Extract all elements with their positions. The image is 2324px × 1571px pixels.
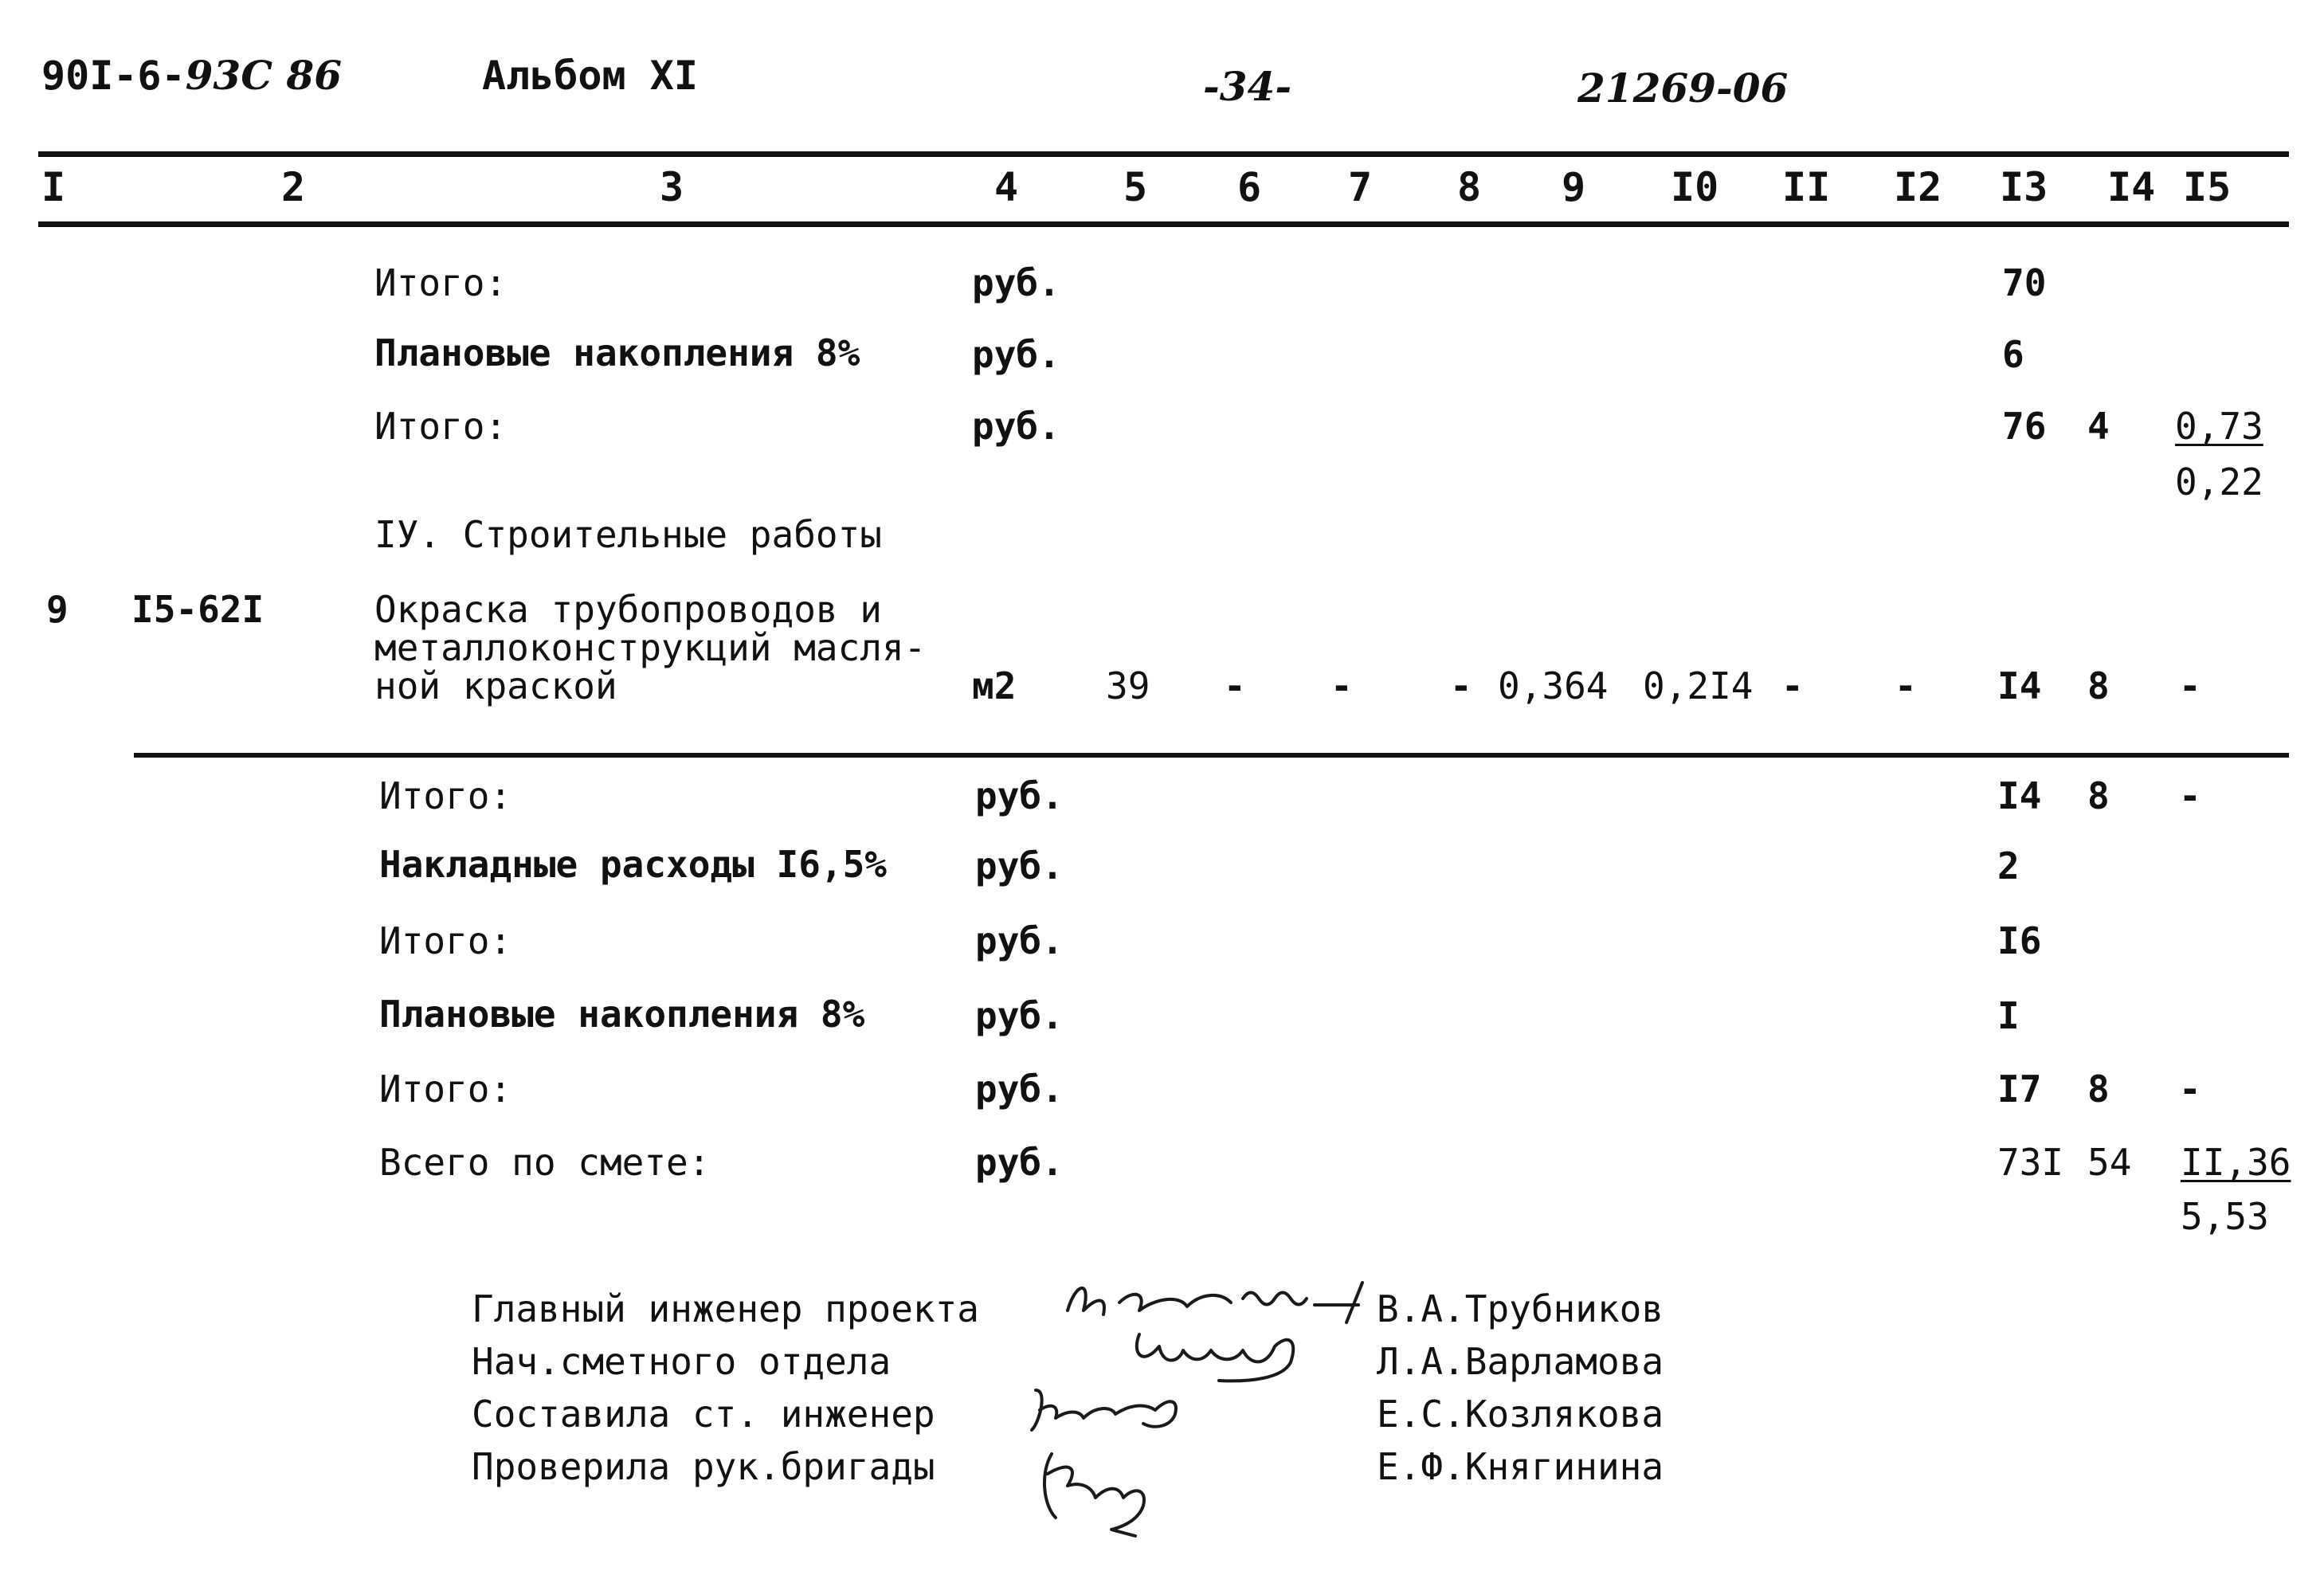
row-label: Итого: bbox=[374, 261, 508, 304]
header-bottom-rule bbox=[38, 221, 2289, 227]
column-header: 8 bbox=[1457, 164, 1482, 210]
page-number: -34- bbox=[1203, 63, 1292, 110]
row-unit: руб. bbox=[975, 774, 1064, 817]
signatory-name: Л.А.Варламова bbox=[1377, 1340, 1664, 1383]
row-label: Итого: bbox=[379, 774, 512, 817]
row-col15-top: II,36 bbox=[2181, 1141, 2291, 1184]
handwritten-signature-4 bbox=[1032, 1442, 1175, 1538]
document-code-handwritten: 93С 86 bbox=[185, 52, 342, 99]
column-header: 9 bbox=[1562, 164, 1586, 210]
item-col15: - bbox=[2179, 664, 2201, 707]
row-col15-bottom: 0,22 bbox=[2175, 460, 2263, 503]
column-header: I0 bbox=[1671, 164, 1719, 210]
row-unit: руб. bbox=[975, 1141, 1064, 1184]
item-col10: 0,2I4 bbox=[1643, 664, 1754, 707]
row-col15-top: - bbox=[2179, 1068, 2201, 1111]
column-header: 7 bbox=[1348, 164, 1373, 210]
document-code bbox=[41, 52, 342, 99]
signatory-name: В.А.Трубников bbox=[1377, 1287, 1664, 1330]
row-col14: 8 bbox=[2087, 1068, 2110, 1111]
row-label: Итого: bbox=[379, 1068, 512, 1111]
item-col8: - bbox=[1450, 664, 1472, 707]
item-col11: - bbox=[1781, 664, 1804, 707]
row-col13: I bbox=[1997, 994, 2020, 1037]
signatory-role: Проверила рук.бригады bbox=[472, 1445, 935, 1488]
row-label: Всего по смете: bbox=[379, 1141, 711, 1184]
item-col9: 0,364 bbox=[1498, 664, 1609, 707]
column-header: I5 bbox=[2183, 164, 2232, 210]
item-code: I5-62I bbox=[131, 588, 265, 631]
row-unit: руб. bbox=[972, 333, 1060, 376]
row-unit: руб. bbox=[975, 1068, 1064, 1111]
signatory-name: Е.С.Козлякова bbox=[1377, 1393, 1664, 1436]
column-header: I2 bbox=[1894, 164, 1942, 210]
handwritten-signature-3 bbox=[1024, 1374, 1207, 1438]
reference-number: 21269-06 bbox=[1577, 65, 1789, 112]
row-col13: 76 bbox=[2002, 405, 2047, 448]
column-header: I4 bbox=[2107, 164, 2156, 210]
item-description-line: Окраска трубопроводов и bbox=[374, 588, 882, 631]
row-col15-top: - bbox=[2179, 774, 2201, 817]
row-col13: I6 bbox=[1997, 919, 2042, 962]
row-col13: I4 bbox=[1997, 774, 2042, 817]
row-col13: 6 bbox=[2002, 333, 2024, 376]
item-col14: 8 bbox=[2087, 664, 2110, 707]
row-label: Плановые накопления 8% bbox=[379, 993, 865, 1036]
column-header: 4 bbox=[994, 164, 1019, 210]
row-unit: руб. bbox=[972, 405, 1060, 448]
row-col14: 4 bbox=[2087, 405, 2110, 448]
row-col13: 2 bbox=[1997, 844, 2020, 887]
column-header: II bbox=[1782, 164, 1831, 210]
item-description-line: металлоконструкций масля- bbox=[374, 626, 927, 669]
item-unit: м2 bbox=[972, 664, 1017, 707]
row-unit: руб. bbox=[975, 919, 1064, 962]
item-number: 9 bbox=[46, 588, 69, 631]
row-col14: 54 bbox=[2087, 1141, 2132, 1184]
row-unit: руб. bbox=[975, 844, 1064, 887]
row-label: Плановые накопления 8% bbox=[374, 331, 860, 374]
signatory-role: Составила ст. инженер bbox=[472, 1393, 935, 1436]
column-header: 3 bbox=[660, 164, 684, 210]
row-col13: I7 bbox=[1997, 1068, 2042, 1111]
signatory-name: Е.Ф.Княгинина bbox=[1377, 1445, 1664, 1488]
row-unit: руб. bbox=[972, 261, 1060, 304]
column-header: I3 bbox=[2000, 164, 2048, 210]
column-header: 6 bbox=[1237, 164, 1262, 210]
column-header: I bbox=[41, 164, 66, 210]
row-col13: 70 bbox=[2002, 261, 2047, 304]
signatory-role: Главный инженер проекта bbox=[472, 1287, 979, 1330]
item-col12: - bbox=[1895, 664, 1917, 707]
item-col7: - bbox=[1331, 664, 1353, 707]
item-col13: I4 bbox=[1997, 664, 2042, 707]
signatory-role: Нач.сметного отдела bbox=[472, 1340, 892, 1383]
header-top-rule bbox=[38, 151, 2289, 157]
row-col14: 8 bbox=[2087, 774, 2110, 817]
row-unit: руб. bbox=[975, 994, 1064, 1037]
column-header: 2 bbox=[281, 164, 306, 210]
section-divider bbox=[134, 753, 2289, 758]
album-label: Альбом XI bbox=[482, 53, 698, 99]
item-col5: 39 bbox=[1106, 664, 1150, 707]
column-header: 5 bbox=[1123, 164, 1148, 210]
row-col13: 73I bbox=[1997, 1141, 2064, 1184]
section-title: IУ. Строительные работы bbox=[374, 513, 882, 556]
row-col15-bottom: 5,53 bbox=[2181, 1195, 2269, 1238]
item-col6: - bbox=[1224, 664, 1246, 707]
row-label: Накладные расходы I6,5% bbox=[379, 843, 887, 886]
item-description-line: ной краской bbox=[374, 664, 617, 707]
document-code-printed: 90I-6- bbox=[41, 53, 186, 99]
row-label: Итого: bbox=[379, 919, 512, 962]
row-col15-top: 0,73 bbox=[2175, 405, 2263, 448]
row-label: Итого: bbox=[374, 405, 508, 448]
